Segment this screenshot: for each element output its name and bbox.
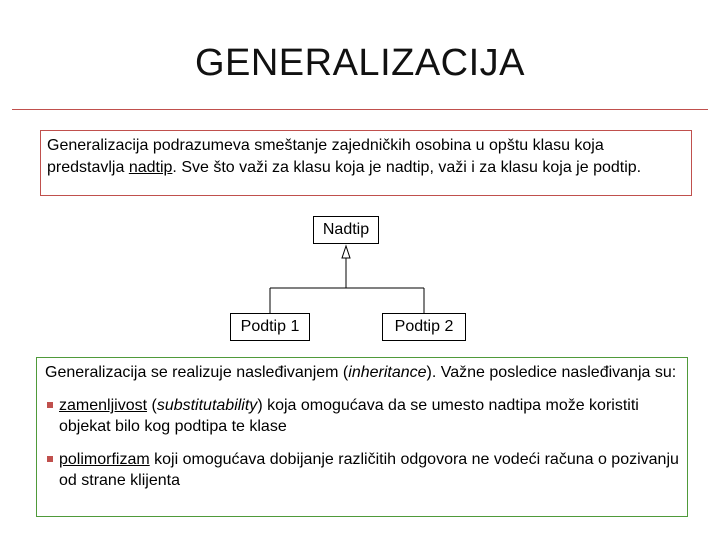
bullet-text: koji omogućava dobijanje različitih odgovora ne vodeći računa o pozivanju od strane klijenta	[59, 451, 679, 489]
bullet-square-icon	[47, 402, 53, 408]
intro-text-part-2: . Sve što važi za klasu koja je nadtip, važi i za klasu koja je podtip.	[172, 159, 642, 176]
bullet-term: polimorfizam	[59, 451, 150, 468]
subtype-1-node: Podtip 1	[230, 313, 310, 341]
bullet-term: zamenljivost	[59, 397, 148, 414]
inheritance-arrowhead-icon	[342, 246, 350, 258]
bullet-text-pre: (	[147, 397, 157, 414]
bullet-text: ) koja omogućava da se umesto nadtipa može koristiti objekat bilo kog podtipa te klase	[59, 397, 639, 435]
intro-underlined-term: nadtip	[128, 159, 173, 176]
detail-paragraph-start: Generalizacija se realizuje nasleđivanjem (	[45, 364, 349, 381]
detail-paragraph-italic: inheritance	[348, 364, 427, 381]
detail-text-box	[36, 357, 688, 517]
supertype-node: Nadtip	[313, 216, 379, 244]
bullet-square-icon	[47, 456, 53, 462]
intro-text-part-1: Generalizacija podrazumeva smeštanje zajedničkih osobina u opštu klasu koja predstavlja	[47, 137, 604, 176]
bullet-item-polymorphism	[45, 449, 679, 491]
slide-title: GENERALIZACIJA	[194, 42, 526, 84]
subtype-2-node: Podtip 2	[382, 313, 466, 341]
bullet-item-substitutability	[45, 395, 679, 437]
detail-paragraph	[45, 362, 679, 383]
bullet-italic-term: substitutability	[156, 397, 258, 414]
detail-paragraph-end: ). Važne posledice nasleđivanja su:	[426, 364, 677, 381]
